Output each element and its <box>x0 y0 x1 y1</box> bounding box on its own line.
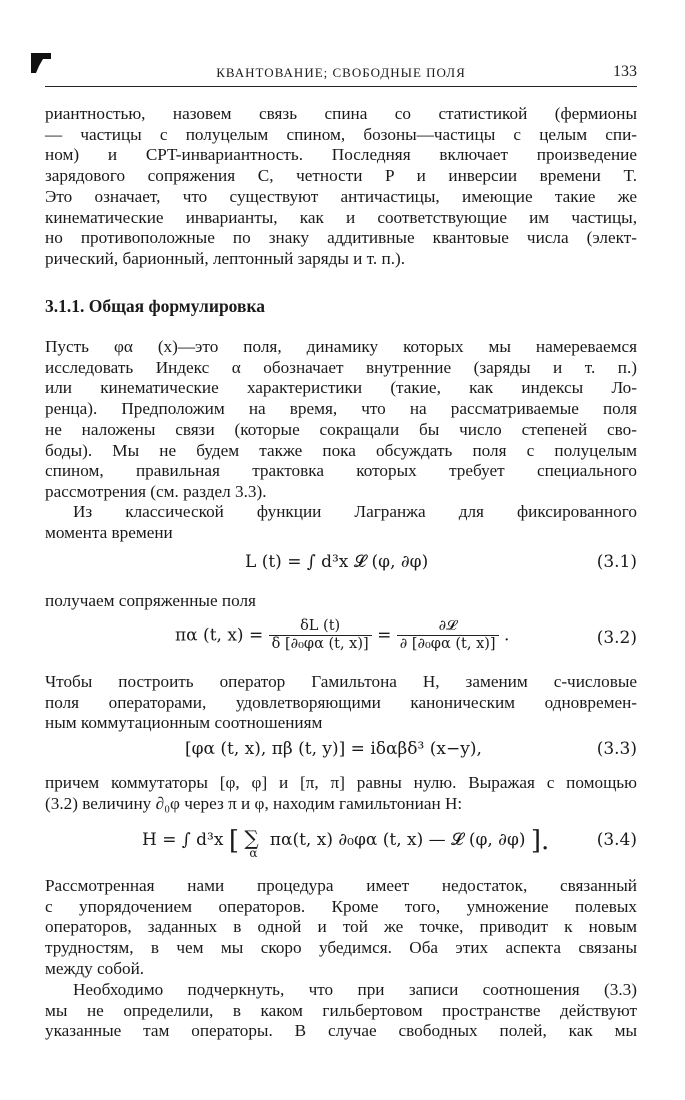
equation-3-2 <box>45 618 637 658</box>
text-line: Необходимо подчеркнуть, что при записи соотношения (3.3) <box>73 980 637 999</box>
text-line: поля операторами, удовлетворяющими каноническим одновремен- <box>45 692 637 712</box>
text-line: ренца). Предположим на время, что на рассматриваемые поля <box>45 399 637 419</box>
paragraph-6 <box>45 773 637 814</box>
equation-number: (3.3) <box>596 739 637 759</box>
running-header <box>45 62 637 87</box>
text-line: рассмотрения (см. раздел 3.3). <box>45 481 267 501</box>
text-line: трудностям, в чем мы скоро убедимся. Оба этих аспекта связаны <box>45 938 637 958</box>
equation-3-4 <box>45 818 637 866</box>
text-line: с упорядочением операторов. Кроме того, умножение полевых <box>45 896 637 916</box>
paragraph-7 <box>45 876 637 980</box>
page-number: 133 <box>613 63 637 80</box>
text-line: Рассмотренная нами процедура имеет недостаток, связанный <box>45 876 637 895</box>
equation-number: (3.2) <box>596 628 637 648</box>
equation-expression: [φα (t, x), πβ (t, y)] = iδαβδ³ (x−y), <box>185 739 482 759</box>
text-line: ном) и CPT-инвариантность. Последняя включает произведение <box>45 145 637 165</box>
equation-number: (3.4) <box>596 830 637 850</box>
equation-number: (3.1) <box>596 552 637 572</box>
paragraph-8 <box>45 980 637 1042</box>
text-line: Из классической функции Лагранжа для фиксированного <box>73 502 637 521</box>
text-line: риантностью, назовем связь спина со статистикой (фермионы <box>45 104 637 123</box>
text-line: (3.2) величину ∂₀φ через π и φ, находим гамильтониан H: <box>45 793 463 813</box>
sum-index: α <box>249 846 258 860</box>
fraction-numerator: ∂𝓛 <box>397 618 499 636</box>
text-line: рический, барионный, лептонный заряды и т. п.). <box>45 248 406 268</box>
fraction-denominator: ∂ [∂₀φα (t, x)] <box>399 636 496 652</box>
equation-expression <box>175 618 509 653</box>
text-line: — частицы с полуцелым спином, бозоны—частицы с целым спи- <box>45 124 637 144</box>
text-line: ным коммутационным соотношениям <box>45 713 323 733</box>
text-line: спином, правильная трактовка которых требует специального <box>45 461 637 481</box>
text-line: боды). Мы не будем также пока обсуждать поля с полуцелым <box>45 440 637 460</box>
text-line: момента времени <box>45 522 173 542</box>
text-line: или кинематические характеристики (такие, как индексы Ло- <box>45 378 637 398</box>
paragraph-1 <box>45 104 637 270</box>
left-bracket: [ <box>228 826 239 856</box>
equation-expression <box>142 826 550 860</box>
running-title: КВАНТОВАНИЕ; СВОБОДНЫЕ ПОЛЯ <box>216 65 466 80</box>
equals-sign: = <box>377 625 392 646</box>
equation-expression: L (t) = ∫ d³x 𝓛 (φ, ∂φ) <box>245 552 429 572</box>
text-line: указанные там операторы. В случае свободных полей, как мы <box>45 1021 637 1041</box>
period: . <box>503 625 510 646</box>
paragraph-2 <box>45 337 637 503</box>
text-line: между собой. <box>45 958 145 978</box>
right-bracket: ]. <box>530 826 550 856</box>
sum-operator <box>244 826 264 860</box>
fraction-denominator: δ [∂₀φα (t, x)] <box>271 636 369 652</box>
text-line: зарядового сопряжения C, четности P и инверсии времени T. <box>45 166 637 186</box>
fraction <box>397 618 499 653</box>
text-line: исследовать Индекс α обозначает внутренние (заряды и т. п.) <box>45 357 637 377</box>
text-line: Чтобы построить оператор Гамильтона H, заменим c-числовые <box>45 672 637 691</box>
text-line: мы не определили, в каком гильбертовом пространстве действуют <box>45 1000 637 1020</box>
paragraph-4 <box>45 591 637 612</box>
text-line: Это означает, что существуют античастицы, имеющие такие же <box>45 186 637 206</box>
equation-lhs: H = ∫ d³x <box>142 830 224 850</box>
equation-body: πα(t, x) ∂₀φα (t, x) — 𝓛 (φ, ∂φ) <box>269 830 526 850</box>
text-line: получаем сопряженные поля <box>45 591 256 610</box>
text-line: но противоположные по знаку аддитивные квантовые числа (элект- <box>45 228 637 248</box>
text-line: не наложены связи (которые сокращали бы число степеней сво- <box>45 419 637 439</box>
paragraph-3 <box>45 502 637 543</box>
text-line: причем коммутаторы [φ, φ] и [π, π] равны нулю. Выражая с помощью <box>45 773 637 792</box>
text-line: Пусть φα (x)—это поля, динамику которых мы намереваемся <box>45 337 637 356</box>
text-line: операторов, заданных в одной и той же точке, приводит к новым <box>45 917 637 937</box>
equation-3-1 <box>45 552 637 576</box>
equation-3-3 <box>45 739 637 763</box>
fraction-numerator: δL (t) <box>269 618 372 636</box>
text-line: кинематические инварианты, как и соответствующие им частицы, <box>45 207 637 227</box>
fraction <box>269 618 372 653</box>
equation-lhs: πα (t, x) = <box>175 625 264 646</box>
sum-symbol: ∑ <box>244 826 259 850</box>
paragraph-5 <box>45 672 637 734</box>
section-heading: 3.1.1. Общая формулировка <box>45 296 266 316</box>
